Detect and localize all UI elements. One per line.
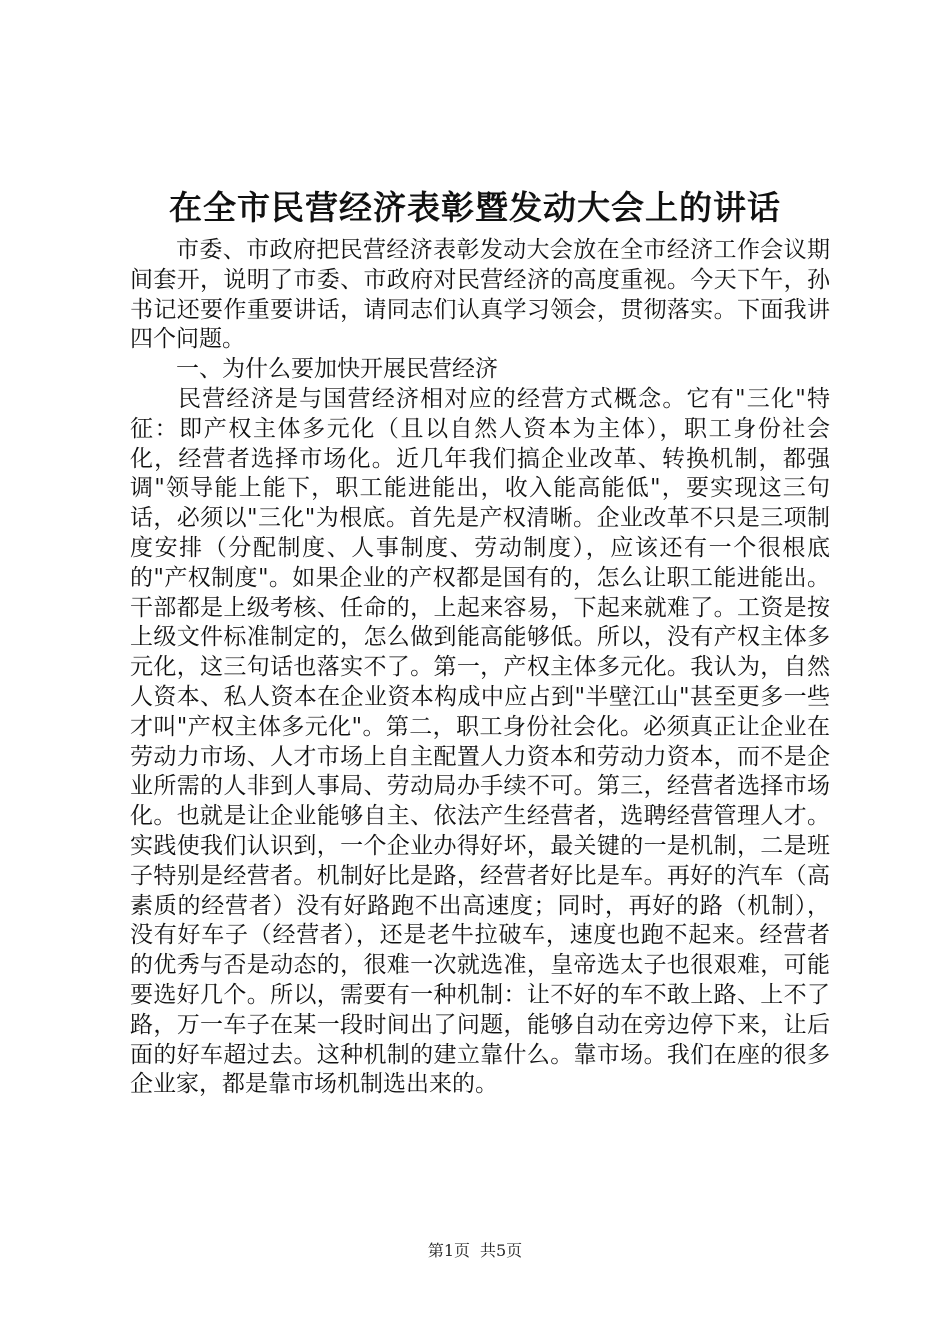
intro-paragraph: 市委、市政府把民营经济表彰发动大会放在全市经济工作会议期间套开，说明了市委、市政府对民营经济的高度重视。今天下午，孙书记还要作重要讲话，请同志们认真学习领会，贯彻落实。下面我讲四个问题。 [130, 237, 830, 353]
page-footer [0, 1240, 950, 1262]
body-paragraph: 民营经济是与国营经济相对应的经营方式概念。它有"三化"特征：即产权主体多元化（且以自然人资本为主体），职工身份社会化，经营者选择市场化。近几年我们搞企业改革、转换机制，都强调"领导能上能下，职工能进能出，收入能高能低"，要实现这三句话，必须以"三化"为根底。首先是产权清晰。企业改革不只是三项制度安排（分配制度、人事制度、劳动制度），应该还有一个很根底的"产权制度"。如果企业的产权都是国有的，怎么让职工能进能出。干部都是上级考核、任命的，上起来容易，下起来就难了。工资是按上级文件标准制定的，怎么做到能高能够低。所以，没有产权主体多元化，这三句话也落实不了。第一，产权主体多元化。我认为，自然人资本、私人资本在企业资本构成中应占到"半壁江山"甚至更多一些才叫"产权主体多元化"。第二，职工身份社会化。必须真正让企业在劳动力市场、人才市场上自主配置人力资本和劳动力资本，而不是企业所需的人非到人事局、劳动局办手续不可。第三，经营者选择市场化。也就是让企业能够自主、依法产生经营者，选聘经营管理人才。实践使我们认识到，一个企业办得好坏，最关键的一是机制，二是班子特别是经营者。机制好比是路，经营者好比是车。再好的汽车（高素质的经营者）没有好路跑不出高速度；同时，再好的路（机制），没有好车子（经营者），还是老牛拉破车，速度也跑不起来。经营者的优秀与否是动态的，很难一次就选准，皇帝选太子也很艰难，可能要选好几个。所以，需要有一种机制：让不好的车不敢上路、上不了路，万一车子在某一段时间出了问题，能够自动在旁边停下来，让后面的好车超过去。这种机制的建立靠什么。靠市场。我们在座的很多企业家，都是靠市场机制选出来的。 [130, 385, 830, 1098]
page-number: 第1页 [427, 1241, 470, 1260]
document-title: 在全市民营经济表彰暨发动大会上的讲话 [169, 188, 781, 227]
page-total: 共5页 [480, 1241, 523, 1260]
section-heading: 一、为什么要加快开展民营经济 [176, 356, 498, 383]
document-body [130, 236, 830, 1100]
